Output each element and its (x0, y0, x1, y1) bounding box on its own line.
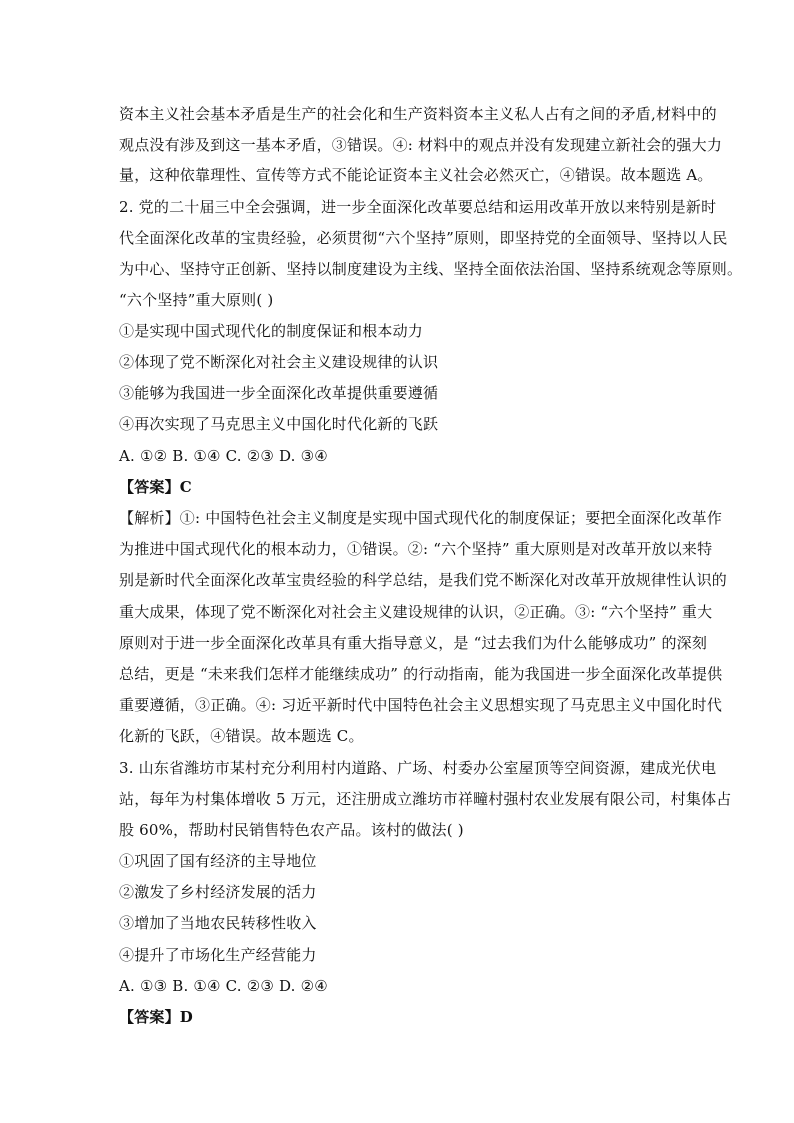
option-3: ③能够为我国进一步全面深化改革提供重要遵循 (119, 384, 439, 402)
text-line: 站，每年为村集体增收 5 万元，还注册成立潍坊市祥疃村强村农业发展有限公司，村集体占 (119, 790, 732, 808)
option-4: ④提升了市场化生产经营能力 (119, 946, 317, 964)
choices: A. ①② B. ①④ C. ②③ D. ③④ (119, 447, 328, 465)
option-3: ③增加了当地农民转移性收入 (119, 914, 317, 932)
text-line: 为中心、坚持守正创新、坚持以制度建设为主线、坚持全面依法治国、坚持系统观念等原则。 (119, 260, 743, 278)
question-3-stem: 3. 山东省潍坊市某村充分利用村内道路、广场、村委办公室屋顶等空间资源，建成光伏电 (119, 759, 717, 777)
text-line: “六个坚持”重大原则( ) (119, 291, 274, 309)
text-line: 量，这种依靠理性、宣传等方式不能论证资本主义社会必然灭亡，④错误。故本题选 A。 (119, 166, 713, 184)
text-line: 别是新时代全面深化改革宝贵经验的科学总结，是我们党不断深化对改革开放规律性认识的 (119, 571, 728, 589)
text-line: 代全面深化改革的宝贵经验，必须贯彻“六个坚持”原则，即坚持党的全面领导、坚持以人民 (119, 229, 728, 247)
text-line: 重要遵循，③正确。④: 习近平新时代中国特色社会主义思想实现了马克思主义中国化时代 (119, 696, 723, 714)
text-line: 观点没有涉及到这一基本矛盾，③错误。④: 材料中的观点并没有发现建立新社会的强大力 (119, 136, 723, 154)
option-2: ②激发了乡村经济发展的活力 (119, 883, 317, 901)
text-line: 重大成果，体现了党不断深化对社会主义建设规律的认识，②正确。③: “六个坚持” 重大 (119, 603, 713, 621)
question-2-stem: 2. 党的二十届三中全会强调，进一步全面深化改革要总结和运用改革开放以来特别是新时 (119, 198, 717, 216)
text-line: 原则对于进一步全面深化改革具有重大指导意义，是 “过去我们为什么能够成功” 的深刻 (119, 634, 708, 652)
analysis: 【解析】①: 中国特色社会主义制度是实现中国式现代化的制度保证；要把全面深化改革作 (119, 509, 723, 527)
option-2: ②体现了党不断深化对社会主义建设规律的认识 (119, 353, 439, 371)
text-line: 资本主义社会基本矛盾是生产的社会化和生产资料资本主义私人占有之间的矛盾,材料中的 (119, 105, 717, 123)
answer: 【答案】D (119, 1008, 194, 1026)
answer: 【答案】C (119, 478, 192, 496)
option-1: ①巩固了国有经济的主导地位 (119, 852, 317, 870)
text-line: 股 60%，帮助村民销售特色农产品。该村的做法( ) (119, 821, 464, 839)
option-1: ①是实现中国式现代化的制度保证和根本动力 (119, 322, 424, 340)
text-line: 为推进中国式现代化的根本动力，①错误。②: “六个坚持” 重大原则是对改革开放以来特 (119, 540, 713, 558)
choices: A. ①③ B. ①④ C. ②③ D. ②④ (119, 977, 328, 995)
text-line: 总结，更是 “未来我们怎样才能继续成功” 的行动指南，能为我国进一步全面深化改革提供 (119, 665, 723, 683)
text-line: 化新的飞跃，④错误。故本题选 C。 (119, 727, 364, 745)
option-4: ④再次实现了马克思主义中国化时代化新的飞跃 (119, 415, 439, 433)
